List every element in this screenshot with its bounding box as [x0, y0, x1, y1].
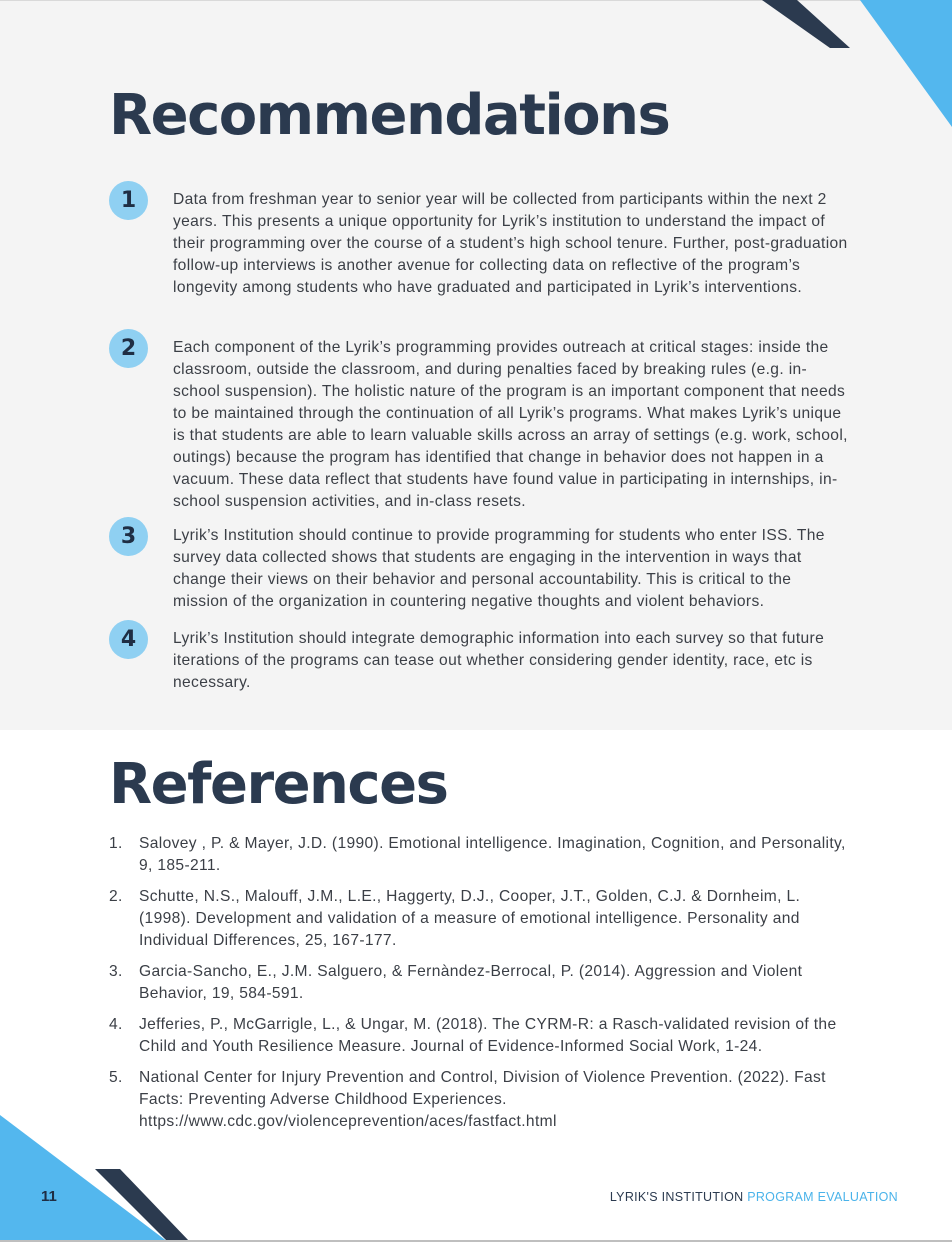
- reference-number: 4.: [109, 1016, 123, 1033]
- footer-doc-type: PROGRAM EVALUATION: [747, 1190, 898, 1204]
- reference-item: [109, 886, 849, 952]
- number-badge: 3: [109, 517, 148, 556]
- recommendation-text: Each component of the Lyrik’s programming provides outreach at critical stages: inside the classroom, outside the classroom, and during penalties faced by breaking rules (e.g. in-school suspension). The holistic nature of the program is an important component that needs to be maintained through the continuation of all Lyrik’s programs. What makes Lyrik’s unique is that students are able to learn valuable skills across an array of settings (e.g. work, school, outings) because the program has identified that change in behavior does not happen in a vacuum. These data reflect that students have found value in participating in internships, in-school suspension activities, and in-class resets.: [173, 339, 848, 510]
- corner-decoration-top-right: [762, 0, 952, 130]
- recommendation-text: Lyrik’s Institution should integrate demographic information into each survey so that future iterations of the programs can tease out whether considering gender identity, race, etc is necessary.: [173, 630, 825, 691]
- references-title: References: [109, 752, 448, 817]
- reference-text: Salovey , P. & Mayer, J.D. (1990). Emotional intelligence. Imagination, Cognition, and Personality, 9, 185-211.: [139, 835, 846, 874]
- reference-text: National Center for Injury Prevention and Control, Division of Violence Prevention. (2022). Fast Facts: Preventing Adverse Childhood Experiences. https://www.cdc.gov/violenceprevention/aces/fastfact.html: [139, 1069, 826, 1130]
- page-number: 11: [41, 1188, 57, 1205]
- recommendations-title: Recommendations: [109, 83, 670, 148]
- reference-item: [109, 1014, 849, 1058]
- footer-title: [610, 1190, 898, 1204]
- reference-number: 3.: [109, 963, 123, 980]
- footer-org: LYRIK'S INSTITUTION: [609, 1190, 744, 1204]
- reference-number: 1.: [109, 835, 123, 852]
- reference-number: 2.: [109, 888, 123, 905]
- reference-item: [109, 1067, 849, 1133]
- reference-item: [109, 961, 849, 1005]
- recommendation-text: Lyrik’s Institution should continue to provide programming for students who enter ISS. The survey data collected shows that students are engaging in the intervention in ways that change their views on their behavior and personal accountability. This is critical to the mission of the organization in countering negative thoughts and violent behaviors.: [173, 527, 825, 610]
- reference-item: [109, 833, 849, 877]
- number-badge: 4: [109, 620, 148, 659]
- reference-text: Jefferies, P., McGarrigle, L., & Ungar, M. (2018). The CYRM-R: a Rasch-validated revision of the Child and Youth Resilience Measure. Journal of Evidence-Informed Social Work, 1-24.: [139, 1016, 837, 1055]
- reference-text: Garcia-Sancho, E., J.M. Salguero, & Fernàndez-Berrocal, P. (2014). Aggression and Violent Behavior, 19, 584-591.: [139, 963, 803, 1002]
- recommendation-text: Data from freshman year to senior year will be collected from participants within the next 2 years. This presents a unique opportunity for Lyrik’s institution to understand the impact of their programming over the course of a student’s high school tenure. Further, post-graduation follow-up interviews is another avenue for collecting data on reflective of the program’s longevity among students who have graduated and participated in Lyrik’s interventions.: [173, 191, 848, 296]
- number-badge: 1: [109, 181, 148, 220]
- references-list: [109, 833, 849, 1142]
- number-badge: 2: [109, 329, 148, 368]
- reference-number: 5.: [109, 1069, 123, 1086]
- reference-text: Schutte, N.S., Malouff, J.M., L.E., Haggerty, D.J., Cooper, J.T., Golden, C.J. & Dornheim, L. (1998). Development and validation of a measure of emotional intelligence. Personality and Individual Differences, 25, 167-177.: [139, 888, 801, 949]
